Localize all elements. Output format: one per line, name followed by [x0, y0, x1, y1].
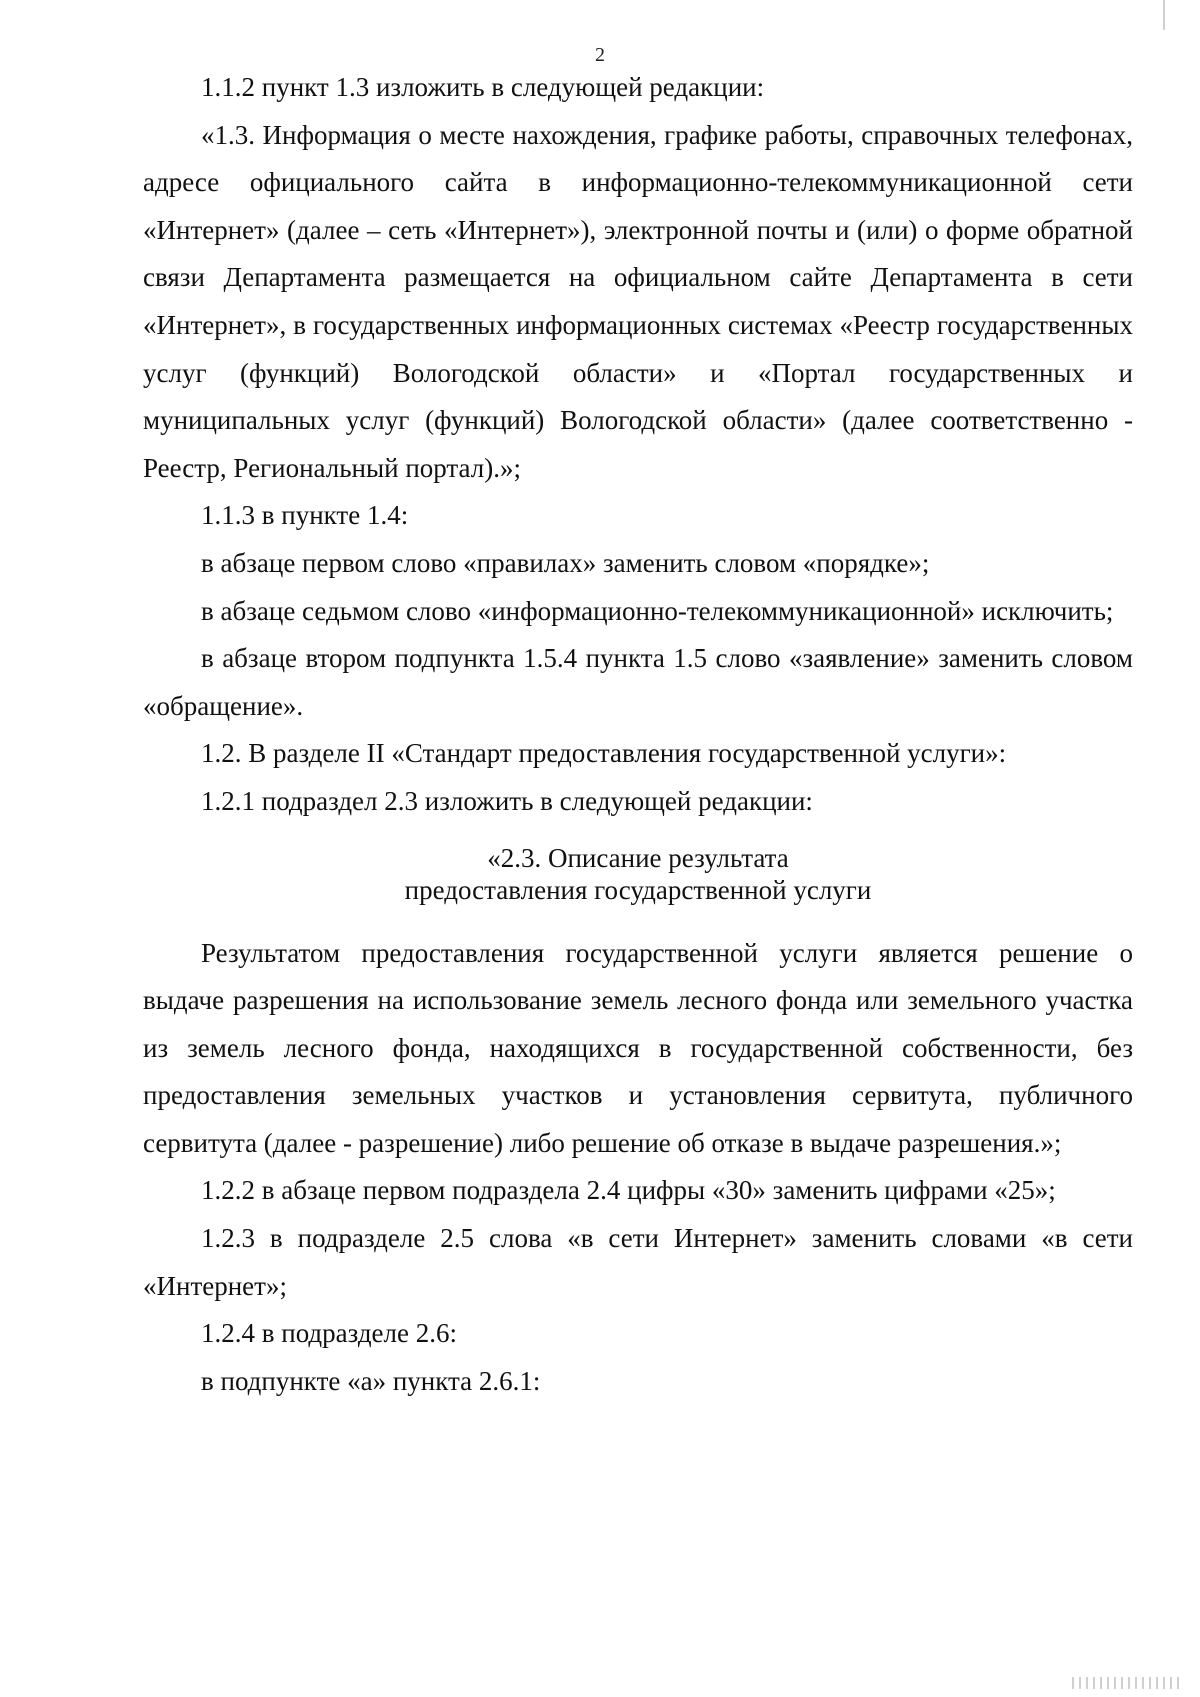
paragraph: 1.2. В разделе II «Стандарт предоставления государственной услуги»:	[201, 738, 1007, 769]
paragraph: в подпункте «а» пункта 2.6.1:	[201, 1365, 541, 1396]
paragraph: 1.2.3 в подразделе 2.5 слова «в сети Интернет» заменить словами «в сети «Интернет»;	[143, 1223, 1133, 1301]
paragraph: в абзаце первом слово «правилах» заменить словом «порядке»;	[201, 547, 930, 578]
paragraph: в абзаце седьмом слово «информационно-телекоммуникационной» исключить;	[201, 595, 1114, 626]
paragraph: в абзаце втором подпункта 1.5.4 пункта 1.5 слово «заявление» заменить словом «обращение».	[143, 643, 1133, 721]
subsection-heading	[143, 842, 1133, 906]
subsection-heading-line: «2.3. Описание результата	[487, 842, 789, 873]
paragraph: 1.2.2 в абзаце первом подраздела 2.4 цифры «30» заменить цифрами «25»;	[201, 1175, 1056, 1206]
scan-edge-mark	[1163, 0, 1165, 30]
scan-artifact	[1072, 1677, 1182, 1689]
subsection-heading-line: предоставления государственной услуги	[404, 874, 872, 905]
page-number: 2	[595, 44, 605, 66]
paragraph: 1.1.2 пункт 1.3 изложить в следующей редакции:	[201, 72, 765, 102]
paragraph: 1.2.1 подраздел 2.3 изложить в следующей редакции:	[201, 785, 813, 816]
document-body	[143, 64, 1133, 1405]
paragraph: Результатом предоставления государственной услуги является решение о выдаче разрешения на использование земель лесного фонда или земельного участка из земель лесного фонда, находящихся в государственной собственности, без предоставления земельных участков и установления сервитута, публичного сервитута (далее - разрешение) либо решение об отказе в выдаче разрешения.»;	[143, 937, 1133, 1158]
paragraph: 1.1.3 в пункте 1.4:	[201, 500, 409, 531]
paragraph: 1.2.4 в подразделе 2.6:	[201, 1318, 457, 1349]
paragraph: «1.3. Информация о месте нахождения, графике работы, справочных телефонах, адресе официального сайта в информационно-телекоммуникационной сети «Интернет» (далее – сеть «Интернет»), электронной почты и (или) о форме обратной связи Департамента размещается на официальном сайте Департамента в сети «Интернет», в государственных информационных системах «Реестр государственных услуг (функций) Вологодской области» и «Портал государственных и муниципальных услуг (функций) Вологодской области» (далее соответственно - Реестр, Региональный портал).»;	[143, 119, 1133, 483]
